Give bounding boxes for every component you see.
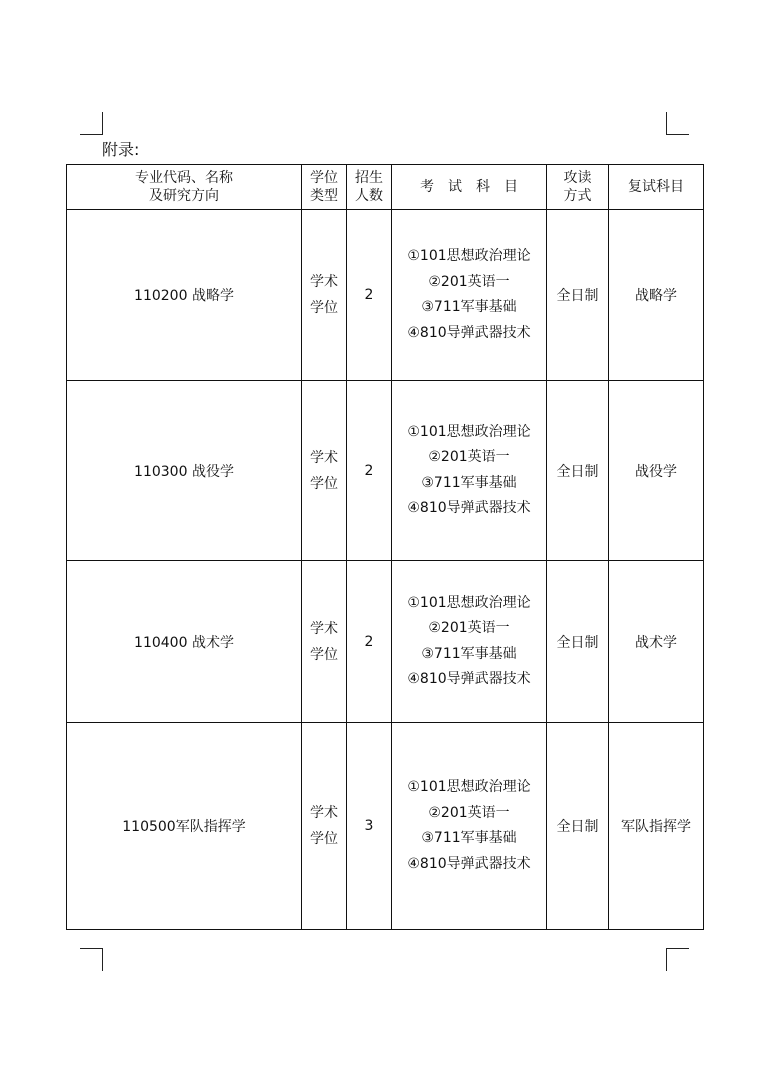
- degree-type-cell: 学术 学位: [302, 210, 347, 381]
- enrollment-count-cell: 2: [347, 561, 392, 723]
- retest-subject-cell: 战术学: [609, 561, 704, 723]
- table-row: [67, 561, 704, 723]
- exam-subjects-cell: ①101思想政治理论 ②201英语一 ③711军事基础 ④810导弹武器技术: [392, 723, 547, 930]
- major-cell: 110200 战略学: [67, 210, 302, 381]
- enrollment-count-cell: 2: [347, 381, 392, 561]
- crop-mark-bottom-left: [80, 948, 103, 971]
- crop-mark-top-left: [80, 112, 103, 135]
- table-header-row: [67, 165, 704, 210]
- header-exam-subjects: 考试科目: [392, 165, 547, 210]
- retest-subject-cell: 战略学: [609, 210, 704, 381]
- degree-type-cell: 学术 学位: [302, 381, 347, 561]
- exam-subjects-cell: ①101思想政治理论 ②201英语一 ③711军事基础 ④810导弹武器技术: [392, 381, 547, 561]
- crop-mark-bottom-right: [666, 948, 689, 971]
- major-cell: 110400 战术学: [67, 561, 302, 723]
- table-row: [67, 381, 704, 561]
- study-mode-cell: 全日制: [547, 210, 609, 381]
- appendix-label: 附录:: [102, 140, 140, 159]
- study-mode-cell: 全日制: [547, 723, 609, 930]
- header-major: 专业代码、名称 及研究方向: [67, 165, 302, 210]
- study-mode-cell: 全日制: [547, 381, 609, 561]
- major-cell: 110300 战役学: [67, 381, 302, 561]
- exam-subjects-cell: ①101思想政治理论 ②201英语一 ③711军事基础 ④810导弹武器技术: [392, 561, 547, 723]
- major-cell: 110500军队指挥学: [67, 723, 302, 930]
- header-degree-type: 学位 类型: [302, 165, 347, 210]
- header-enrollment-count: 招生 人数: [347, 165, 392, 210]
- degree-type-cell: 学术 学位: [302, 723, 347, 930]
- degree-type-cell: 学术 学位: [302, 561, 347, 723]
- table-row: [67, 210, 704, 381]
- exam-subjects-cell: ①101思想政治理论 ②201英语一 ③711军事基础 ④810导弹武器技术: [392, 210, 547, 381]
- admissions-table: [66, 164, 704, 930]
- header-study-mode: 攻读 方式: [547, 165, 609, 210]
- table-row: [67, 723, 704, 930]
- retest-subject-cell: 军队指挥学: [609, 723, 704, 930]
- crop-mark-top-right: [666, 112, 689, 135]
- enrollment-count-cell: 2: [347, 210, 392, 381]
- retest-subject-cell: 战役学: [609, 381, 704, 561]
- header-retest-subject: 复试科目: [609, 165, 704, 210]
- study-mode-cell: 全日制: [547, 561, 609, 723]
- enrollment-count-cell: 3: [347, 723, 392, 930]
